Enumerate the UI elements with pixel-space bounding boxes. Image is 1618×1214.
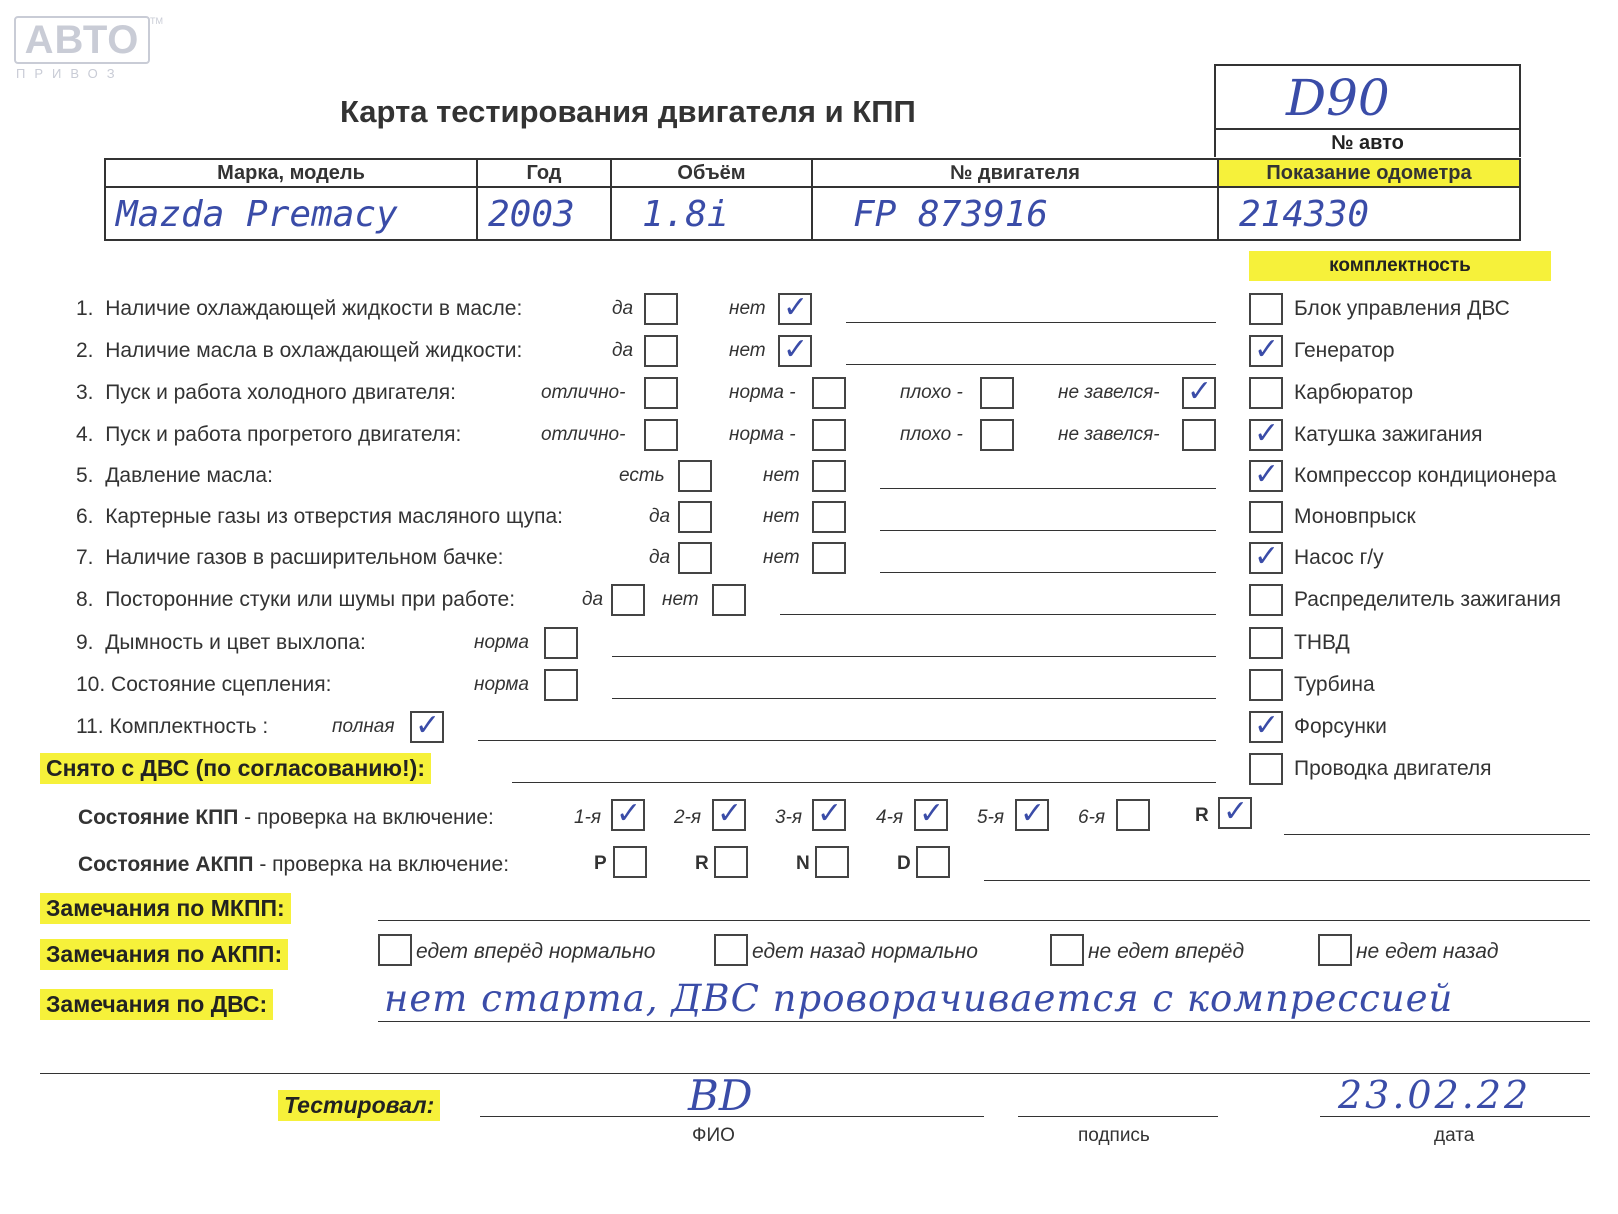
signature-caption: подпись bbox=[1078, 1125, 1150, 1146]
fio-line bbox=[480, 1116, 984, 1117]
car-number-value: D90 bbox=[1286, 69, 1390, 127]
akpp-remark-backward-ok: едет назад нормально bbox=[752, 940, 978, 963]
checkmark-icon: ✓ bbox=[415, 708, 441, 743]
kpp-bold-label: Состояние КПП bbox=[78, 806, 239, 829]
checkmark-icon: ✓ bbox=[1254, 457, 1280, 492]
company-logo bbox=[14, 16, 163, 86]
completeness-label-ac-compressor: Компрессор кондиционера bbox=[1294, 464, 1557, 487]
question-number: 10. bbox=[76, 673, 106, 696]
kpp-gear-r-label: R bbox=[1195, 805, 1209, 826]
kpp-gear-r-checkbox[interactable] bbox=[1218, 794, 1252, 829]
q6-opt-net: нет bbox=[763, 506, 800, 527]
question-number: 9. bbox=[76, 631, 94, 654]
completeness-checkbox-injectors[interactable] bbox=[1249, 708, 1283, 743]
q5-opt-yes: есть bbox=[619, 465, 665, 486]
q7-opt-da: да bbox=[649, 547, 671, 568]
q3-checkbox-bad[interactable] bbox=[980, 377, 1014, 409]
question-9 bbox=[76, 631, 366, 655]
completeness-title: комплектность bbox=[1249, 251, 1551, 281]
akpp-row-label bbox=[78, 853, 509, 877]
completeness-label-ignition-coil: Катушка зажигания bbox=[1294, 423, 1483, 446]
q6-note-line bbox=[880, 530, 1216, 531]
q2-checkbox-da[interactable] bbox=[644, 335, 678, 367]
completeness-checkbox-ac-compressor[interactable] bbox=[1249, 457, 1283, 492]
q4-checkbox-bad[interactable] bbox=[980, 419, 1014, 451]
completeness-label-power-steering-pump: Насос г/у bbox=[1294, 546, 1384, 569]
question-text: Наличие масла в охлаждающей жидкости: bbox=[105, 339, 523, 362]
q8-checkbox-net[interactable] bbox=[712, 584, 746, 616]
kpp-gear-1-checkbox[interactable] bbox=[611, 796, 645, 831]
akpp-bold-label: Состояние АКПП bbox=[78, 853, 254, 876]
question-number: 4. bbox=[76, 423, 94, 446]
akpp-gear-d-checkbox[interactable] bbox=[916, 846, 950, 878]
q5-checkbox-no[interactable] bbox=[812, 460, 846, 492]
akpp-remark-checkbox-no-backward[interactable] bbox=[1318, 934, 1352, 966]
question-text: Пуск и работа холодного двигателя: bbox=[105, 381, 456, 404]
checkmark-icon: ✓ bbox=[817, 796, 843, 831]
completeness-checkbox-ecu[interactable] bbox=[1249, 293, 1283, 325]
akpp-gear-r-checkbox[interactable] bbox=[714, 846, 748, 878]
q7-checkbox-net[interactable] bbox=[812, 542, 846, 574]
completeness-label-injectors: Форсунки bbox=[1294, 715, 1387, 738]
kpp-note-line bbox=[1284, 834, 1590, 835]
q3-opt-normal: норма - bbox=[729, 382, 796, 403]
question-4 bbox=[76, 423, 461, 447]
question-text: Пуск и работа прогретого двигателя: bbox=[105, 423, 462, 446]
completeness-label-mono-injection: Моновпрыск bbox=[1294, 505, 1416, 528]
q2-opt-net: нет bbox=[729, 340, 766, 361]
akpp-remark-forward-ok: едет вперёд нормально bbox=[416, 940, 656, 963]
checkmark-icon: ✓ bbox=[717, 796, 743, 831]
kpp-gear-5-label: 5-я bbox=[977, 807, 1005, 828]
question-text: Посторонние стуки или шумы при работе: bbox=[105, 588, 516, 611]
completeness-label-ecu: Блок управления ДВС bbox=[1294, 297, 1510, 320]
q3-opt-not-started: не завелся- bbox=[1058, 382, 1160, 403]
question-text: Наличие охлаждающей жидкости в масле: bbox=[105, 297, 523, 320]
tested-by-label: Тестировал: bbox=[278, 1090, 440, 1121]
q3-opt-excellent: отлично- bbox=[541, 382, 626, 403]
q11-opt-full: полная bbox=[332, 716, 395, 737]
remarks-dvs-label: Замечания по ДВС: bbox=[40, 989, 273, 1020]
q10-checkbox-normal[interactable] bbox=[544, 669, 578, 701]
completeness-label-engine-wiring: Проводка двигателя bbox=[1294, 757, 1492, 780]
checkmark-icon: ✓ bbox=[1187, 374, 1213, 409]
question-5 bbox=[76, 464, 273, 488]
question-11 bbox=[76, 715, 268, 739]
akpp-remark-no-forward: не едет вперёд bbox=[1088, 940, 1245, 963]
q11-note-line bbox=[478, 740, 1216, 741]
akpp-gear-n-checkbox[interactable] bbox=[815, 846, 849, 878]
value-engine-number: FP 873916 bbox=[813, 186, 1219, 239]
document-title: Карта тестирования двигателя и КПП bbox=[340, 94, 916, 129]
checkmark-icon: ✓ bbox=[783, 332, 809, 367]
header-make-model: Марка, модель bbox=[106, 160, 478, 186]
q9-checkbox-normal[interactable] bbox=[544, 627, 578, 659]
question-1 bbox=[76, 297, 522, 321]
question-8 bbox=[76, 588, 515, 612]
question-number: 7. bbox=[76, 546, 94, 569]
akpp-gear-d-label: D bbox=[897, 853, 911, 874]
q1-checkbox-da[interactable] bbox=[644, 293, 678, 325]
date-value: 23.02.22 bbox=[1338, 1073, 1532, 1117]
q9-note-line bbox=[612, 656, 1216, 657]
vehicle-info-table bbox=[104, 158, 1521, 241]
logo-tm: TM bbox=[150, 16, 163, 26]
question-text: Наличие газов в расширительном бачке: bbox=[105, 546, 504, 569]
q4-opt-not-started: не завелся- bbox=[1058, 424, 1160, 445]
q5-opt-no: нет bbox=[763, 465, 800, 486]
q8-opt-da: да bbox=[582, 589, 604, 610]
kpp-gear-6-checkbox[interactable] bbox=[1116, 799, 1150, 831]
completeness-checkbox-distributor[interactable] bbox=[1249, 584, 1283, 616]
q4-checkbox-normal[interactable] bbox=[812, 419, 846, 451]
checkmark-icon: ✓ bbox=[1254, 416, 1280, 451]
q4-opt-normal: норма - bbox=[729, 424, 796, 445]
completeness-label-carburetor: Карбюратор bbox=[1294, 381, 1414, 404]
question-text: Давление масла: bbox=[105, 464, 273, 487]
q3-checkbox-not-started[interactable] bbox=[1182, 374, 1216, 409]
q11-checkbox-full[interactable] bbox=[410, 708, 444, 743]
q6-checkbox-da[interactable] bbox=[678, 501, 712, 533]
question-number: 8. bbox=[76, 588, 94, 611]
kpp-gear-3-checkbox[interactable] bbox=[812, 796, 846, 831]
q6-opt-da: да bbox=[649, 506, 671, 527]
question-10 bbox=[76, 673, 331, 697]
kpp-gear-4-checkbox[interactable] bbox=[914, 796, 948, 831]
q8-note-line bbox=[780, 614, 1216, 615]
q3-checkbox-excellent[interactable] bbox=[644, 377, 678, 409]
remarks-mkpp-line bbox=[378, 920, 1590, 921]
checkmark-icon: ✓ bbox=[1223, 794, 1249, 829]
checkmark-icon: ✓ bbox=[1254, 332, 1280, 367]
akpp-gear-n-label: N bbox=[796, 853, 810, 874]
checkmark-icon: ✓ bbox=[1254, 708, 1280, 743]
checkmark-icon: ✓ bbox=[1020, 796, 1046, 831]
header-volume: Объём bbox=[612, 160, 813, 186]
remarks-mkpp-label: Замечания по МКПП: bbox=[40, 893, 291, 924]
q1-opt-net: нет bbox=[729, 298, 766, 319]
kpp-gear-3-label: 3-я bbox=[775, 807, 803, 828]
checkmark-icon: ✓ bbox=[919, 796, 945, 831]
value-odometer: 214330 bbox=[1219, 186, 1519, 239]
q3-checkbox-normal[interactable] bbox=[812, 377, 846, 409]
akpp-note-line bbox=[984, 880, 1590, 881]
completeness-checkbox-engine-wiring[interactable] bbox=[1249, 753, 1283, 785]
q10-opt-normal: норма bbox=[474, 674, 529, 695]
completeness-checkbox-ignition-coil[interactable] bbox=[1249, 416, 1283, 451]
car-number-box bbox=[1214, 64, 1521, 157]
q4-opt-excellent: отлично- bbox=[541, 424, 626, 445]
remarks-dvs-line bbox=[378, 1021, 1590, 1022]
question-text: Комплектность : bbox=[109, 715, 269, 738]
completeness-checkbox-turbine[interactable] bbox=[1249, 669, 1283, 701]
q4-checkbox-excellent[interactable] bbox=[644, 419, 678, 451]
removed-from-engine-label: Снято с ДВС (по согласованию!): bbox=[40, 753, 431, 784]
q9-opt-normal: норма bbox=[474, 632, 529, 653]
question-number: 1. bbox=[76, 297, 94, 320]
header-year: Год bbox=[478, 160, 612, 186]
question-number: 6. bbox=[76, 505, 94, 528]
akpp-remark-no-backward: не едет назад bbox=[1356, 940, 1499, 963]
akpp-gear-p-label: P bbox=[594, 853, 607, 874]
completeness-checkbox-carburetor[interactable] bbox=[1249, 377, 1283, 409]
q5-checkbox-yes[interactable] bbox=[678, 460, 712, 492]
akpp-rest-label: - проверка на включение: bbox=[253, 853, 510, 876]
akpp-remark-checkbox-backward-ok[interactable] bbox=[714, 934, 748, 966]
question-3 bbox=[76, 381, 456, 405]
akpp-remark-checkbox-no-forward[interactable] bbox=[1050, 934, 1084, 966]
header-engine-number: № двигателя bbox=[813, 160, 1219, 186]
q2-checkbox-net[interactable] bbox=[778, 332, 812, 367]
kpp-gear-2-checkbox[interactable] bbox=[712, 796, 746, 831]
q4-opt-bad: плохо - bbox=[900, 424, 963, 445]
date-line bbox=[1320, 1116, 1590, 1117]
kpp-gear-1-label: 1-я bbox=[574, 807, 602, 828]
question-6 bbox=[76, 505, 563, 529]
question-2 bbox=[76, 339, 522, 363]
car-number-label: № авто bbox=[1216, 128, 1519, 157]
question-number: 11. bbox=[76, 715, 104, 738]
completeness-checkbox-generator[interactable] bbox=[1249, 332, 1283, 367]
question-number: 3. bbox=[76, 381, 94, 404]
q2-opt-da: да bbox=[612, 340, 634, 361]
kpp-gear-2-label: 2-я bbox=[674, 807, 702, 828]
akpp-gear-p-checkbox[interactable] bbox=[613, 846, 647, 878]
q1-note-line bbox=[846, 322, 1216, 323]
remarks-akpp-label: Замечания по АКПП: bbox=[40, 939, 288, 970]
checkmark-icon: ✓ bbox=[616, 796, 642, 831]
completeness-checkbox-injection-pump[interactable] bbox=[1249, 627, 1283, 659]
kpp-rest-label: - проверка на включение: bbox=[238, 806, 494, 829]
question-number: 5. bbox=[76, 464, 94, 487]
question-7 bbox=[76, 546, 504, 570]
fio-caption: ФИО bbox=[692, 1125, 735, 1146]
date-caption: дата bbox=[1434, 1125, 1475, 1146]
q7-note-line bbox=[880, 572, 1216, 573]
q4-checkbox-not-started[interactable] bbox=[1182, 419, 1216, 451]
completeness-label-injection-pump: ТНВД bbox=[1294, 631, 1350, 654]
q7-checkbox-da[interactable] bbox=[678, 542, 712, 574]
logo-main-text: АВТО bbox=[14, 16, 150, 64]
q7-opt-net: нет bbox=[763, 547, 800, 568]
q6-checkbox-net[interactable] bbox=[812, 501, 846, 533]
completeness-label-turbine: Турбина bbox=[1294, 673, 1375, 696]
q5-note-line bbox=[880, 488, 1216, 489]
q1-checkbox-net[interactable] bbox=[778, 290, 812, 325]
value-make-model: Mazda Premacy bbox=[106, 186, 478, 239]
fio-value: BD bbox=[688, 1071, 753, 1120]
kpp-gear-5-checkbox[interactable] bbox=[1015, 796, 1049, 831]
question-text: Состояние сцепления: bbox=[111, 673, 332, 696]
completeness-label-distributor: Распределитель зажигания bbox=[1294, 588, 1562, 611]
removed-note-line bbox=[512, 782, 1216, 783]
akpp-gear-r-label: R bbox=[695, 853, 709, 874]
signature-line bbox=[1018, 1116, 1218, 1117]
kpp-gear-4-label: 4-я bbox=[876, 807, 904, 828]
kpp-row-label bbox=[78, 806, 494, 830]
completeness-label-generator: Генератор bbox=[1294, 339, 1395, 362]
remarks-dvs-value: нет старта, ДВС проворачивается с компрессией bbox=[384, 977, 1454, 1020]
checkmark-icon: ✓ bbox=[1254, 539, 1280, 574]
logo-sub-text: ПРИВОЗ bbox=[16, 66, 124, 81]
akpp-remark-checkbox-forward-ok[interactable] bbox=[378, 934, 412, 966]
checkmark-icon: ✓ bbox=[783, 290, 809, 325]
question-number: 2. bbox=[76, 339, 94, 362]
question-text: Дымность и цвет выхлопа: bbox=[105, 631, 366, 654]
completeness-checkbox-mono-injection[interactable] bbox=[1249, 501, 1283, 533]
question-text: Картерные газы из отверстия масляного щупа: bbox=[105, 505, 563, 528]
header-odometer: Показание одометра bbox=[1219, 160, 1519, 186]
q10-note-line bbox=[612, 698, 1216, 699]
kpp-gear-6-label: 6-я bbox=[1078, 807, 1106, 828]
completeness-checkbox-power-steering-pump[interactable] bbox=[1249, 539, 1283, 574]
value-volume: 1.8i bbox=[612, 186, 813, 239]
q8-checkbox-da[interactable] bbox=[611, 584, 645, 616]
q3-opt-bad: плохо - bbox=[900, 382, 963, 403]
q8-opt-net: нет bbox=[662, 589, 699, 610]
value-year: 2003 bbox=[478, 186, 612, 239]
q2-note-line bbox=[846, 364, 1216, 365]
q1-opt-da: да bbox=[612, 298, 634, 319]
